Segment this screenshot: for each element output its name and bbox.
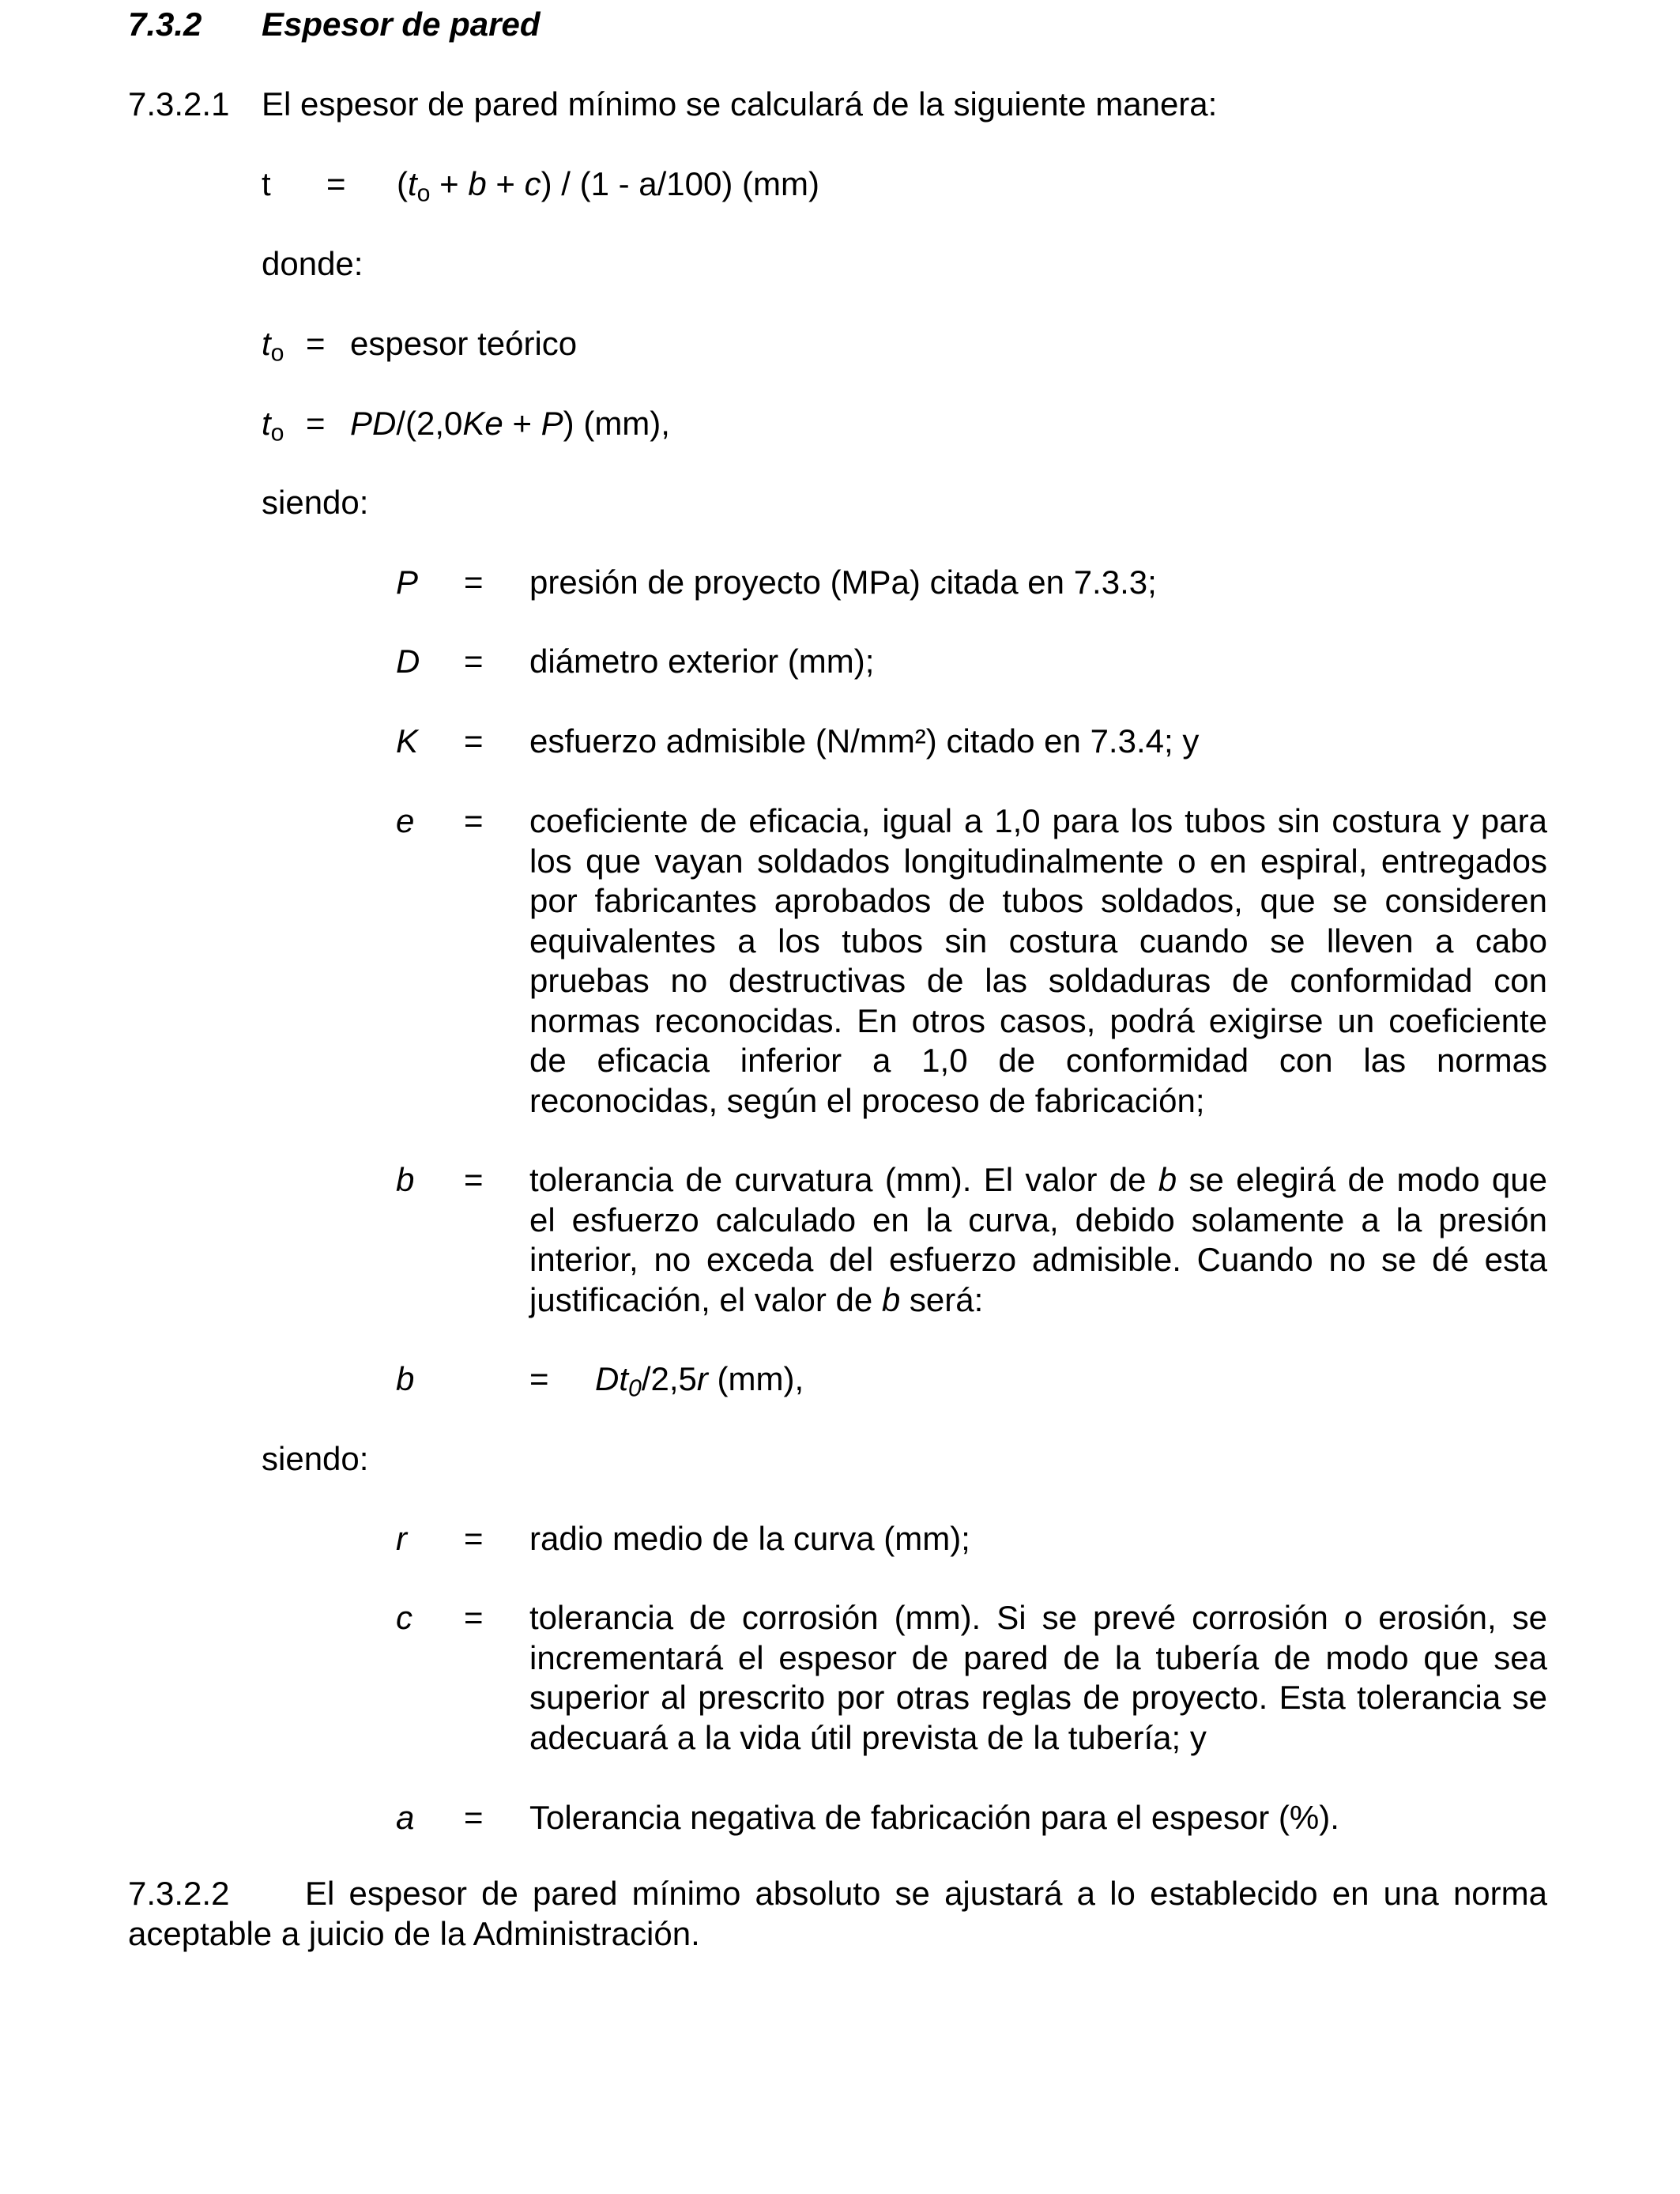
siendo-label-1: siendo: bbox=[262, 484, 369, 521]
section-number: 7.3.2 bbox=[128, 6, 202, 43]
description-a: Tolerancia negativa de fabricación para el espesor (%). bbox=[529, 1799, 1339, 1836]
equals-e: = bbox=[464, 802, 484, 839]
b-formula-symbol: b bbox=[396, 1360, 415, 1397]
symbol-D: D bbox=[396, 643, 420, 680]
donde-label: donde: bbox=[262, 245, 363, 282]
to-symbol: $t_o$ bbox=[262, 325, 284, 367]
paragraph-text-7321: El espesor de pared mínimo se calculará de la siguiente manera: bbox=[262, 85, 1218, 123]
to-formula-rhs: PD/(2,0Ke + P) (mm), bbox=[350, 405, 670, 442]
description-b: tolerancia de curvatura (mm). El valor de b se elegirá de modo que el esfuerzo calculado en la curva, debido solamente a la presión interior, no exceda del esfuerzo admisible. Cuando no se dé esta justificación, el valor de b será: bbox=[529, 1161, 1548, 1318]
section-title: Espesor de pared bbox=[262, 6, 541, 43]
formula-t-lhs: t bbox=[262, 165, 271, 202]
siendo-label-2: siendo: bbox=[262, 1440, 369, 1477]
symbol-r: r bbox=[396, 1520, 407, 1557]
symbol-a: a bbox=[396, 1799, 415, 1836]
equals-K: = bbox=[464, 722, 484, 760]
equals-r: = bbox=[464, 1520, 484, 1557]
to-description: espesor teórico bbox=[350, 325, 578, 362]
formula-t-rhs: $(t_o + b + c) / (1 - a/100)$ (mm) bbox=[397, 165, 819, 207]
description-P: presión de proyecto (MPa) citada en 7.3.3; bbox=[529, 564, 1157, 601]
equals-c: = bbox=[464, 1599, 484, 1636]
paragraph-7322 bbox=[128, 1874, 1547, 1954]
symbol-P: P bbox=[396, 564, 419, 601]
symbol-c: c bbox=[396, 1599, 412, 1636]
paragraph-number-7322: 7.3.2.2 bbox=[128, 1875, 230, 1912]
to-formula-equals: = bbox=[306, 405, 326, 442]
equals-D: = bbox=[464, 643, 484, 680]
b-formula-equals: = bbox=[529, 1360, 549, 1397]
description-c: tolerancia de corrosión (mm). Si se prevé corrosión o erosión, se incrementará el espesor de pared de la tubería de modo que sea superior al prescrito por otras reglas de proyecto. Esta tolerancia se adecuará a la vida útil prevista de la tubería; y bbox=[529, 1599, 1547, 1756]
formula-t-equals: = bbox=[326, 165, 346, 202]
paragraph-number-7321: 7.3.2.1 bbox=[128, 85, 230, 123]
to-formula-symbol: $t_o$ bbox=[262, 405, 284, 447]
to-equals: = bbox=[306, 325, 326, 362]
description-e: coeficiente de eficacia, igual a 1,0 para los tubos sin costura y para los que vayan soldados longitudinalmente o en espiral, entregados por fabricantes aprobados de tubos soldados, que se consideren equivalentes a los tubos sin costura cuando se lleven a cabo pruebas no destructivas de las soldaduras de conformidad con normas reconocidas. En otros casos, podrá exigirse un coeficiente de eficacia inferior a 1,0 de conformidad con las normas reconocidas, según el proceso de fabricación; bbox=[529, 802, 1547, 1119]
symbol-b: b bbox=[396, 1161, 415, 1198]
paragraph-text-7322: El espesor de pared mínimo absoluto se ajustará a lo establecido en una norma aceptable a juicio de la Administración. bbox=[128, 1875, 1547, 1952]
description-D: diámetro exterior (mm); bbox=[529, 643, 875, 680]
symbol-e: e bbox=[396, 802, 415, 839]
equals-a: = bbox=[464, 1799, 484, 1836]
b-formula-rhs: $Dt_0/2,5r$ (mm), bbox=[595, 1360, 804, 1402]
description-r: radio medio de la curva (mm); bbox=[529, 1520, 970, 1557]
symbol-K: K bbox=[396, 722, 419, 760]
equals-P: = bbox=[464, 564, 484, 601]
equals-b: = bbox=[464, 1161, 484, 1198]
description-K: esfuerzo admisible (N/mm²) citado en 7.3.4; y bbox=[529, 722, 1200, 760]
